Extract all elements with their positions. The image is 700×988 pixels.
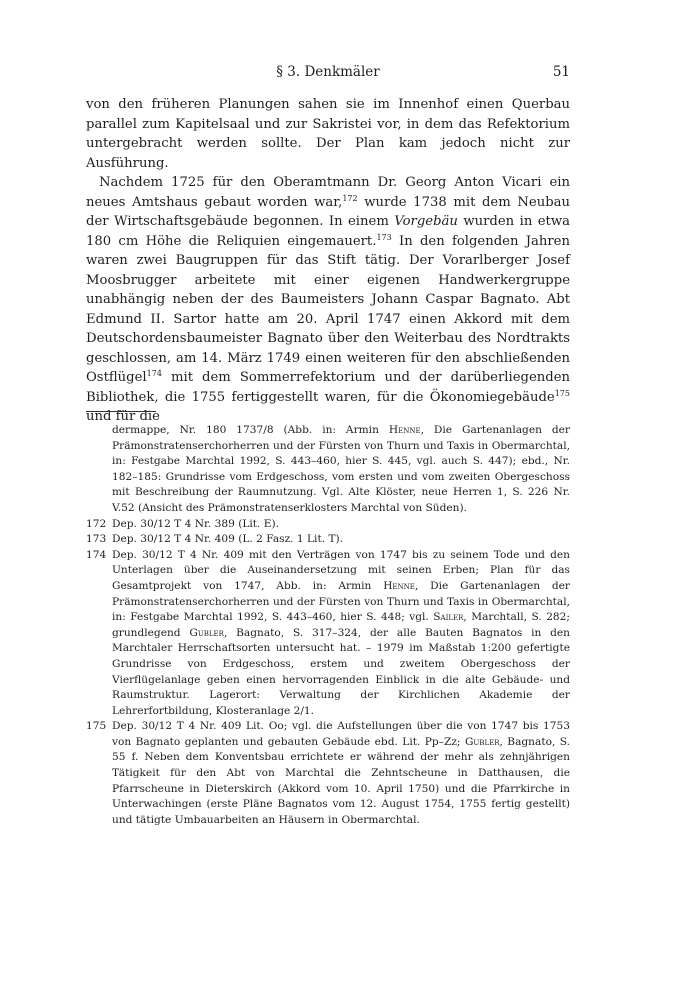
- author-name: Gubler: [189, 626, 224, 639]
- fn-cont-text-b: , Die Gartenanlagen der Prämonstratenserchorherren und der Fürsten von Thurn und Taxis in Obermarchtal, in: Festgabe Marchtal 1992, S. 443–460, hier S. 445, vgl. auch S. 447); ebd., Nr. 182–185: Grundrisse vom Erdgeschoss, vom ersten und vom zweiten Obergeschoss mit Beschreibung der Raumnutzung. Vgl. Alte Klöster, neue Herren 1, S. 226 Nr. V.52 (Ansicht des Prämonstratenserklosters Marchtal von Süden).: [112, 424, 570, 514]
- footnote-ref-172[interactable]: 172: [342, 193, 358, 203]
- footnote-172: [86, 517, 570, 533]
- paragraph-1: von den früheren Planungen sahen sie im Innenhof einen Querbau parallel zum Kapitelsaal und zur Sakristei vor, in dem das Refektorium untergebracht werden sollte. Der Plan kam jedoch nicht zur Ausführung.: [86, 97, 570, 171]
- p2-text-e: mit dem Sommerrefektorium und der darüberliegenden Bibliothek, die 1755 fertiggestellt waren, für die Ökonomiegebäude: [86, 370, 570, 405]
- footnote-continuation: [86, 423, 570, 517]
- main-text: [86, 95, 570, 427]
- footnote-174: [86, 548, 570, 720]
- p2-text-b: wurde 1738 mit dem Neubau der Wirtschaftsgebäude begonnen. In einem: [86, 194, 570, 229]
- footnote-173: [86, 532, 570, 548]
- footnote-divider: [86, 411, 156, 412]
- page-header: [86, 62, 570, 82]
- footnotes: [86, 423, 570, 828]
- fn175-text-a: Dep. 30/12 T 4 Nr. 409 Lit. Oo; vgl. die Aufstellungen über die von 1747 bis 1753 von Bagnato geplanten und gebauten Gebäude ebd. Lit. Pp–Zz;: [112, 720, 570, 748]
- fn174-text-c: , Marchtall, S. 282; grundlegend: [112, 611, 570, 639]
- fn174-text-b: , Die Gartenanlagen der Prämonstratenserchorherren und der Fürsten von Thurn und Taxis in Obermarchtal, in: Festgabe Marchtal 1992, S. 443–460, hier S. 448; vgl.: [112, 579, 570, 624]
- footnote-number: 175: [86, 720, 107, 733]
- footnote-175: [86, 719, 570, 828]
- p2-text-f: und für die: [86, 409, 160, 424]
- fn-cont-text-a: dermappe, Nr. 180 1737/8 (Abb. in: Armin: [112, 424, 389, 436]
- p2-text-a: Nachdem 1725 für den Oberamtmann Dr. Georg Anton Vicari ein neues Amtshaus gebaut worden war,: [86, 175, 570, 210]
- footnote-number: 174: [86, 548, 107, 561]
- p2-text-c: wurden in etwa 180 cm Höhe die Reliquien eingemauert.: [86, 214, 571, 249]
- author-name: Gubler: [464, 735, 500, 748]
- author-name: Sailer: [433, 611, 464, 624]
- fn174-text-a: Dep. 30/12 T 4 Nr. 409 mit den Verträgen von 1747 bis zu seinem Tode und den Unterlagen über die Auseinandersetzung mit seinen Erben; Plan für das Gesamtprojekt von 1747, Abb. in: Armin: [112, 548, 570, 592]
- footnote-number: 173: [86, 533, 107, 546]
- running-title: § 3. Denkmäler: [276, 64, 380, 80]
- page-number: 51: [552, 64, 570, 80]
- footnote-ref-173[interactable]: 173: [376, 232, 392, 242]
- p2-text-d: In den folgenden Jahren waren zwei Baugruppen für das Stift tätig. Der Vorarlberger Josef Moosbrugger arbeitete mit einer eigenen Handwerkergruppe unabhängig neben der des Baumeisters Johann Caspar Bagnato. Abt Edmund II. Sartor hatte am 20. April 1747 einen Akkord mit dem Deutschordensbaumeister Bagnato über den Weiterbau des Nordtrakts geschlossen, am 14. März 1749 einen weiteren für den abschließenden Ostflügel: [86, 233, 570, 385]
- footnote-ref-175[interactable]: 175: [554, 388, 570, 398]
- p2-italic-term: Vorgebäu: [394, 214, 458, 229]
- paragraph-2: [86, 173, 570, 427]
- footnote-text: Dep. 30/12 T 4 Nr. 389 (Lit. E).: [112, 517, 279, 530]
- footnote-text: Dep. 30/12 T 4 Nr. 409 (L. 2 Fasz. 1 Lit. T).: [112, 533, 344, 546]
- fn174-text-d: , Bagnato, S. 317–324, der alle Bauten Bagnatos in den Marchtaler Herrschaftsorten untersucht hat. – 1979 im Maßstab 1:200 gefertigte Grundrisse von Erdgeschoss, erstem und zweitem Obergeschoss der Vierflügelanlage geben einen hervorragenden Einblick in die alte Gebäude- und Raumstruktur. Lagerort: Verwaltung der Kirchlichen Akademie der Lehrerfortbildung, Klosteranlage 2/1.: [112, 626, 570, 717]
- fn175-text-b: , Bagnato, S. 55 f. Neben dem Konventsbau errichtete er während der mehr als zehnjährigen Tätigkeit für den Abt von Marchtal die Zehntscheune in Datthausen, die Pfarrscheune in Dieterskirch (Akkord vom 10. April 1750) und die Pfarrkirche in Unterwachingen (erste Pläne Bagnatos vom 12. August 1754, 1755 fertig gestellt) und tätigte Umbauarbeiten an Häusern in Obermarchtal.: [112, 735, 571, 826]
- footnote-ref-174[interactable]: 174: [146, 369, 162, 378]
- author-name: Henne: [388, 424, 421, 436]
- author-name: Henne: [383, 579, 415, 592]
- footnote-number: 172: [86, 517, 107, 530]
